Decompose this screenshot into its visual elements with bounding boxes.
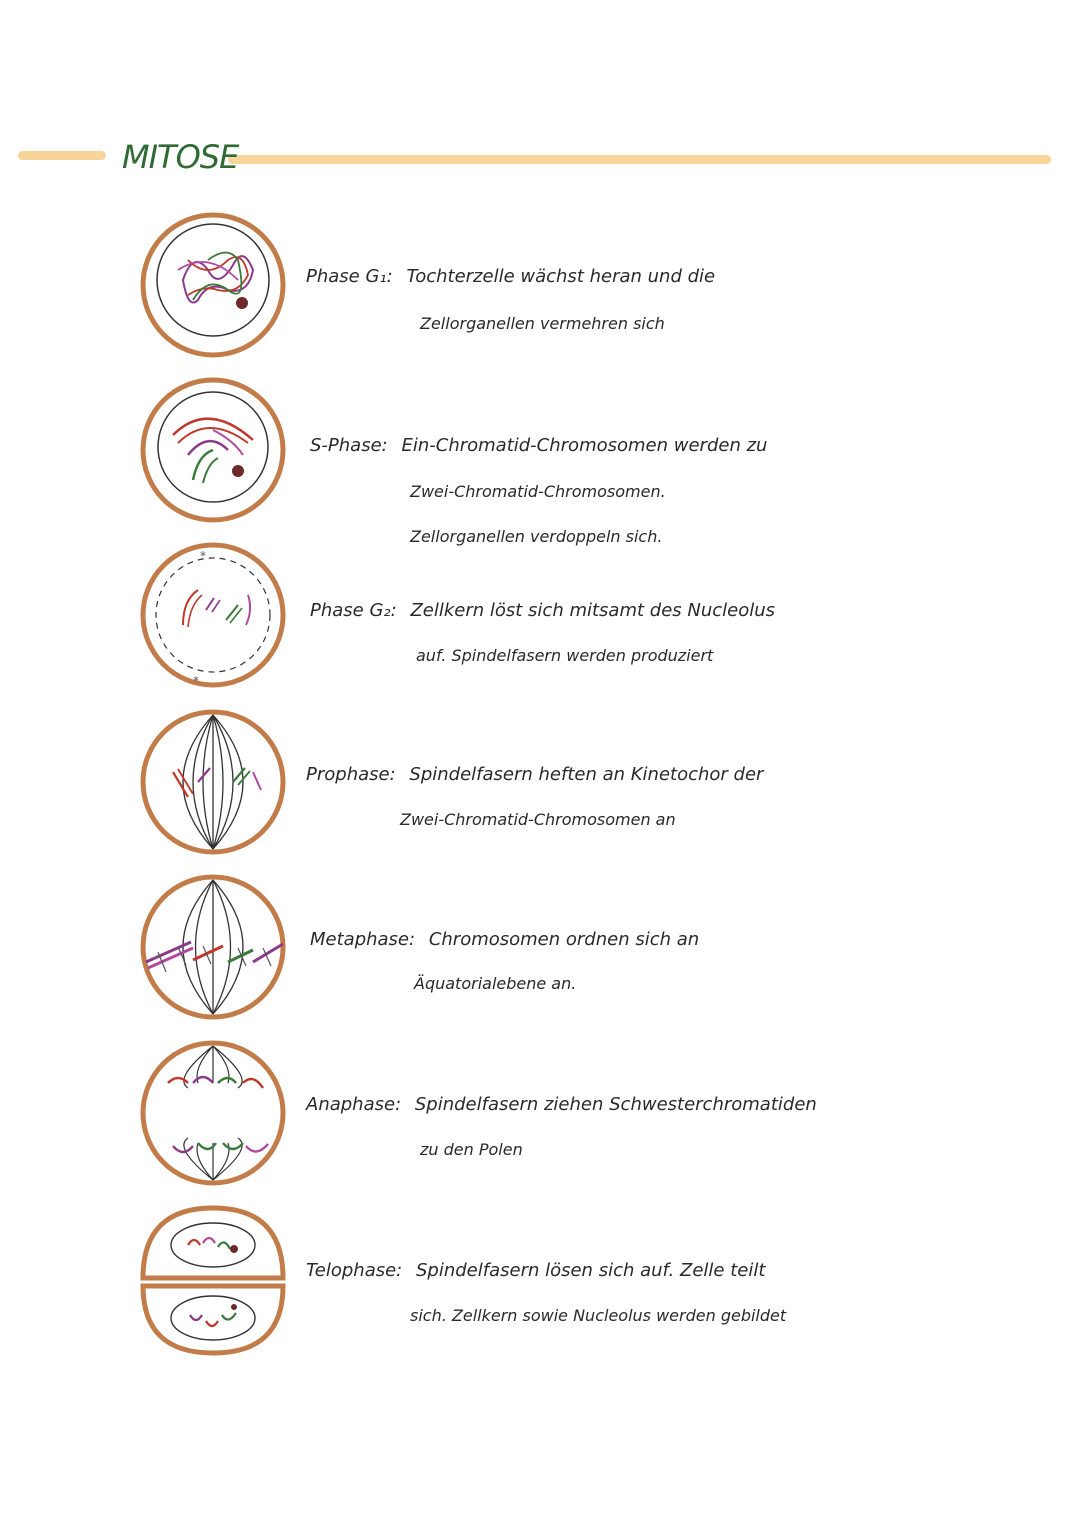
- phase-metaphase-name: Metaphase:: [310, 929, 416, 950]
- phase-telophase-line-2: sich. Zellkern sowie Nucleolus werden gebildet: [410, 1306, 787, 1325]
- phase-metaphase-text: [310, 929, 699, 951]
- phase-g2-name: Phase G₂:: [310, 600, 397, 621]
- cell-metaphase-illustration: [138, 872, 288, 1022]
- phase-anaphase-name: Anaphase:: [306, 1094, 402, 1115]
- svg-text:*: *: [193, 674, 199, 688]
- phase-g2-text: [310, 600, 775, 622]
- cell-anaphase-illustration: [138, 1038, 288, 1188]
- phase-s-line-1: Ein-Chromatid-Chromosomen werden zu: [401, 435, 768, 456]
- phase-g1-line-2: Zellorganellen vermehren sich: [420, 314, 665, 333]
- title-accent-bar-right: [228, 155, 1051, 164]
- cell-prophase-illustration: [138, 707, 288, 857]
- phase-g1-line-1: Tochterzelle wächst heran und die: [406, 266, 716, 287]
- page-title: MITOSE: [122, 138, 239, 176]
- cell-telophase-illustration: [138, 1203, 288, 1358]
- phase-anaphase-line-1: Spindelfasern ziehen Schwesterchromatiden: [414, 1094, 817, 1115]
- phase-anaphase-line-2: zu den Polen: [420, 1140, 523, 1159]
- phase-prophase-line-1: Spindelfasern heften an Kinetochor der: [409, 764, 764, 785]
- phase-telophase-text: [306, 1260, 765, 1282]
- phase-g2-line-2: auf. Spindelfasern werden produziert: [416, 646, 714, 665]
- phase-s-text: [310, 435, 767, 457]
- phase-prophase-line-2: Zwei-Chromatid-Chromosomen an: [400, 810, 676, 829]
- phase-s-line-3: Zellorganellen verdoppeln sich.: [410, 527, 663, 546]
- phase-telophase-line-1: Spindelfasern lösen sich auf. Zelle teilt: [415, 1260, 766, 1281]
- phase-anaphase-text: [306, 1094, 817, 1116]
- svg-text:*: *: [200, 549, 206, 563]
- phase-s-line-2: Zwei-Chromatid-Chromosomen.: [410, 482, 666, 501]
- phase-metaphase-line-1: Chromosomen ordnen sich an: [428, 929, 700, 950]
- phase-g1-name: Phase G₁:: [306, 266, 393, 287]
- phase-prophase-text: [306, 764, 763, 786]
- phase-prophase-name: Prophase:: [306, 764, 396, 785]
- cell-g1-illustration: [138, 210, 288, 360]
- phase-metaphase-line-2: Äquatorialebene an.: [414, 974, 577, 993]
- cell-g2-illustration: [138, 540, 288, 690]
- phase-telophase-name: Telophase:: [306, 1260, 403, 1281]
- phase-g2-line-1: Zellkern löst sich mitsamt des Nucleolus: [410, 600, 776, 621]
- phase-g1-text: [306, 266, 715, 288]
- cell-s-illustration: [138, 375, 288, 525]
- title-accent-bar-left: [18, 151, 106, 160]
- phase-s-name: S-Phase:: [310, 435, 388, 456]
